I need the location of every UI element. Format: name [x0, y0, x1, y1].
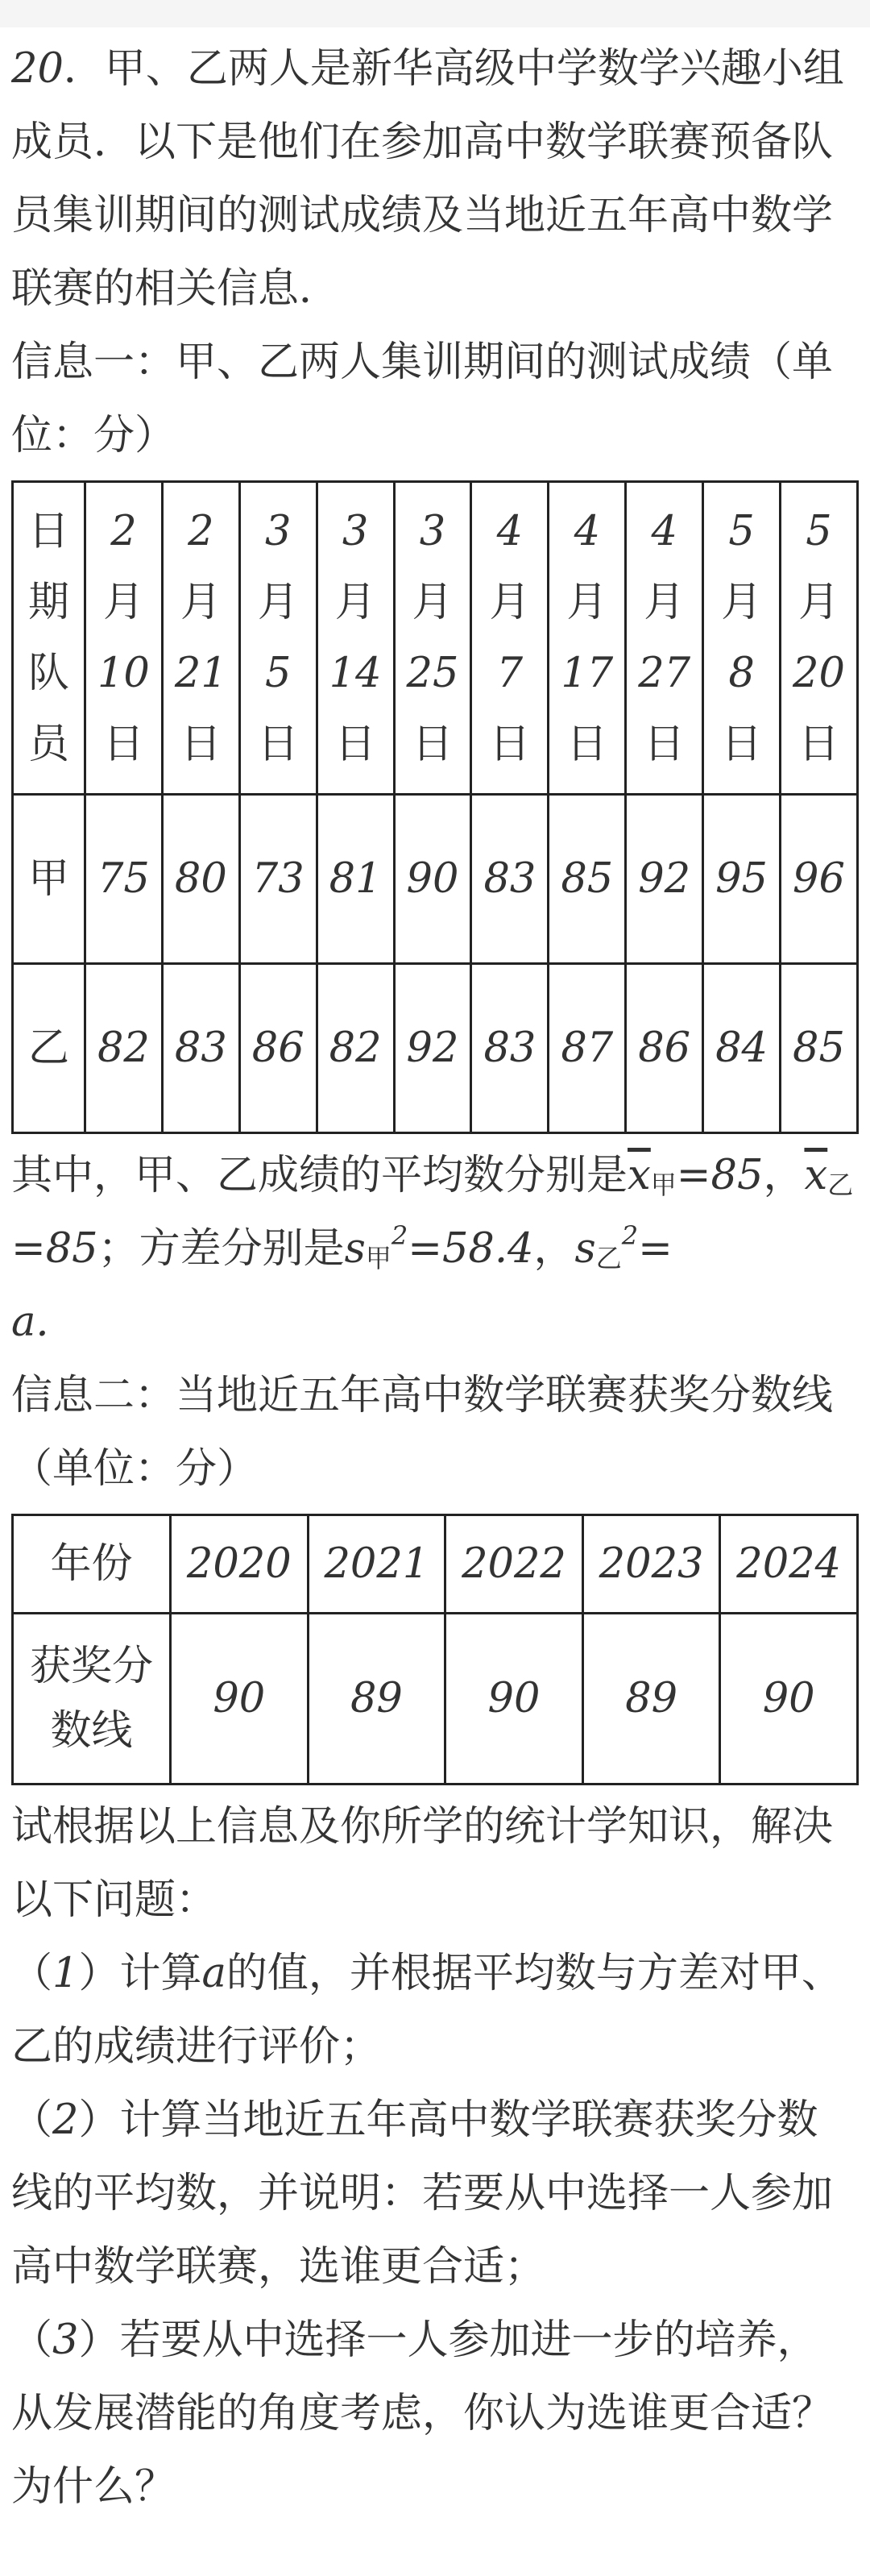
problem-number: 20 [11, 45, 64, 93]
score-cell: 73 [239, 795, 317, 964]
questions-lead: 试根据以上信息及你所学的统计学知识，解决以下问题： [11, 1803, 834, 1924]
cutoff-cell: 90 [171, 1614, 309, 1785]
date-header-row [13, 482, 858, 795]
date-cell: 4 月 7 日 [471, 482, 549, 795]
problem-page [11, 32, 859, 2524]
date-cell: 3 月 5 日 [239, 482, 317, 795]
score-cell: 85 [549, 795, 626, 964]
cutoff-table [11, 1514, 859, 1785]
score-cell: 95 [703, 795, 781, 964]
score-cell: 83 [471, 795, 549, 964]
question-1: （1）计算a的值，并根据平均数与方差对甲、乙的成绩进行评价； [11, 1950, 843, 2071]
cutoff-label-cell: 获奖分 数线 [13, 1614, 171, 1785]
date-cell: 4 月 17 日 [549, 482, 626, 795]
scores-table [11, 480, 859, 1134]
year-row [13, 1515, 858, 1614]
score-cell: 92 [394, 964, 471, 1133]
question-3: （3）若要从中选择一人参加进一步的培养，从发展潜能的角度考虑，你认为选谁更合适？为什么？ [11, 2316, 834, 2511]
year-cell: 2023 [582, 1515, 720, 1614]
cutoff-cell: 89 [308, 1614, 445, 1785]
problem-intro: 20．甲、乙两人是新华高级中学数学兴趣小组成员．以下是他们在参加高中数学联赛预备队员集训期间的测试成绩及当地近五年高中数学联赛的相关信息． [11, 45, 844, 313]
jia-score-row [13, 795, 858, 964]
score-cell: 86 [626, 964, 703, 1133]
score-cell: 82 [317, 964, 394, 1133]
year-cell: 2022 [445, 1515, 583, 1614]
date-cell: 5 月 8 日 [703, 482, 781, 795]
player-name-cell: 乙 [13, 964, 85, 1133]
score-cell: 80 [162, 795, 239, 964]
score-cell: 96 [781, 795, 858, 964]
cutoff-cell: 89 [582, 1614, 720, 1785]
score-cell: 83 [471, 964, 549, 1133]
top-bar [0, 0, 870, 27]
player-name-cell: 甲 [13, 795, 85, 964]
cutoff-cell: 90 [720, 1614, 858, 1785]
yi-score-row [13, 964, 858, 1133]
year-cell: 2021 [308, 1515, 445, 1614]
score-cell: 87 [549, 964, 626, 1133]
header-label-cell: 日 期 队 员 [13, 482, 85, 795]
score-cell: 83 [162, 964, 239, 1133]
info1-title: 信息一：甲、乙两人集训期间的测试成绩（单位：分） [11, 339, 834, 459]
date-cell: 3 月 14 日 [317, 482, 394, 795]
cutoff-cell: 90 [445, 1614, 583, 1785]
year-label-cell: 年份 [13, 1515, 171, 1614]
score-cell: 84 [703, 964, 781, 1133]
stats-statement: 其中，甲、乙成绩的平均数分别是$\overline{x}_甲=85$，$\overline{x}_乙=85$；方差分别是$s_甲^2=58.4$，$s_乙^2=$ a. [11, 1152, 854, 1346]
question-2: （2）计算当地近五年高中数学联赛获奖分数线的平均数，并说明：若要从中选择一人参加高中数学联赛，选谁更合适； [11, 2096, 834, 2291]
score-cell: 82 [85, 964, 163, 1133]
cutoff-row [13, 1614, 858, 1785]
year-cell: 2020 [171, 1515, 309, 1614]
date-cell: 5 月 20 日 [781, 482, 858, 795]
score-cell: 90 [394, 795, 471, 964]
year-cell: 2024 [720, 1515, 858, 1614]
date-cell: 4 月 27 日 [626, 482, 703, 795]
score-cell: 92 [626, 795, 703, 964]
score-cell: 75 [85, 795, 163, 964]
score-cell: 85 [781, 964, 858, 1133]
date-cell: 3 月 25 日 [394, 482, 471, 795]
score-cell: 86 [239, 964, 317, 1133]
info2-title: 信息二：当地近五年高中数学联赛获奖分数线（单位：分） [11, 1372, 834, 1493]
score-cell: 81 [317, 795, 394, 964]
date-cell: 2 月 10 日 [85, 482, 163, 795]
date-cell: 2 月 21 日 [162, 482, 239, 795]
